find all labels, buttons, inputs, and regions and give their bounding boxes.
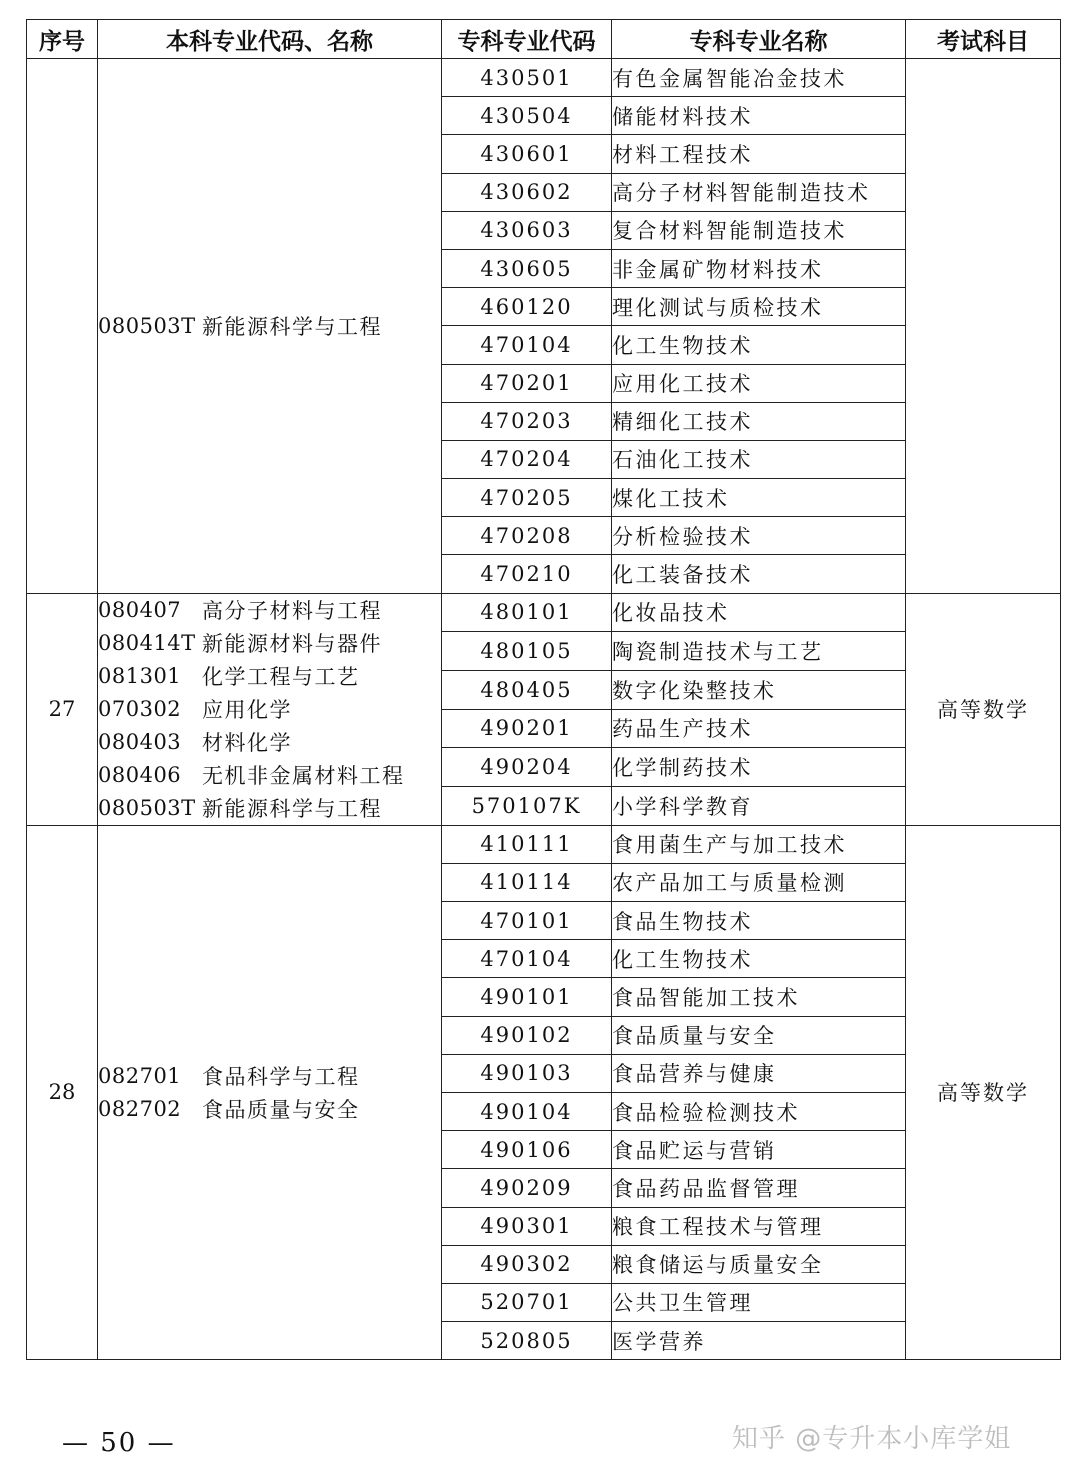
associate-major-code: 470201 — [442, 364, 612, 402]
associate-major-name: 公共卫生管理 — [612, 1283, 906, 1321]
associate-major-code: 470210 — [442, 555, 612, 593]
associate-major-name: 分析检验技术 — [612, 517, 906, 555]
bachelor-major-name: 化学工程与工艺 — [202, 665, 360, 690]
associate-major-code: 430603 — [442, 211, 612, 249]
associate-major-name: 化工装备技术 — [612, 555, 906, 593]
associate-major-name: 陶瓷制造技术与工艺 — [612, 632, 906, 671]
bachelor-major-code: 080406 — [98, 763, 182, 788]
associate-major-code: 430601 — [442, 135, 612, 173]
exam-subject-cell — [906, 59, 1061, 594]
associate-major-code: 470205 — [442, 479, 612, 517]
associate-major-name: 药品生产技术 — [612, 709, 906, 748]
seq-cell: 28 — [27, 825, 98, 1360]
table-row — [27, 59, 1061, 97]
associate-major-name: 食品药品监督管理 — [612, 1169, 906, 1207]
associate-major-code: 490102 — [442, 1016, 612, 1054]
bachelor-majors-cell — [98, 825, 442, 1360]
header-row — [27, 20, 1061, 59]
associate-major-name: 化妆品技术 — [612, 593, 906, 632]
bachelor-major-name: 食品质量与安全 — [202, 1097, 360, 1122]
associate-major-name: 材料工程技术 — [612, 135, 906, 173]
seq-cell — [27, 59, 98, 594]
associate-major-code: 490201 — [442, 709, 612, 748]
associate-major-name: 储能材料技术 — [612, 97, 906, 135]
associate-major-name: 食品营养与健康 — [612, 1054, 906, 1092]
associate-major-code: 490103 — [442, 1054, 612, 1092]
associate-major-name: 非金属矿物材料技术 — [612, 249, 906, 287]
bachelor-major — [98, 726, 441, 759]
associate-major-code: 480101 — [442, 593, 612, 632]
bachelor-majors-cell — [98, 593, 442, 825]
associate-major-name: 食用菌生产与加工技术 — [612, 825, 906, 863]
associate-major-code: 410114 — [442, 863, 612, 901]
bachelor-major-name: 新能源材料与器件 — [202, 632, 382, 657]
associate-major-name: 精细化工技术 — [612, 402, 906, 440]
associate-major-code: 410111 — [442, 825, 612, 863]
bachelor-major — [98, 1059, 441, 1092]
bachelor-major — [98, 1092, 441, 1125]
bachelor-majors-cell — [98, 59, 442, 594]
associate-major-code: 490209 — [442, 1169, 612, 1207]
associate-major-name: 粮食储运与质量安全 — [612, 1245, 906, 1283]
associate-major-name: 复合材料智能制造技术 — [612, 211, 906, 249]
associate-major-name: 食品智能加工技术 — [612, 978, 906, 1016]
associate-major-code: 430602 — [442, 173, 612, 211]
associate-major-code: 490301 — [442, 1207, 612, 1245]
bachelor-major-code: 080503T — [98, 313, 196, 338]
header-code: 专科专业代码 — [442, 20, 612, 59]
associate-major-code: 490101 — [442, 978, 612, 1016]
associate-major-code: 460120 — [442, 288, 612, 326]
associate-major-code: 480405 — [442, 670, 612, 709]
bachelor-major — [98, 627, 441, 660]
bachelor-major — [98, 759, 441, 792]
bachelor-major-code: 081301 — [98, 664, 182, 689]
associate-major-name: 粮食工程技术与管理 — [612, 1207, 906, 1245]
associate-major-code: 470203 — [442, 402, 612, 440]
associate-major-code: 470101 — [442, 902, 612, 940]
associate-major-name: 食品生物技术 — [612, 902, 906, 940]
watermark: 知乎 @专升本小库学姐 — [732, 1424, 1012, 1454]
bachelor-major-name: 新能源科学与工程 — [202, 797, 382, 822]
bachelor-major-name: 应用化学 — [202, 698, 292, 723]
seq-cell: 27 — [27, 593, 98, 825]
exam-subject-cell: 高等数学 — [906, 593, 1061, 825]
associate-major-code: 430504 — [442, 97, 612, 135]
bachelor-major-name: 食品科学与工程 — [202, 1064, 360, 1089]
bachelor-major — [98, 594, 441, 627]
associate-major-code: 490302 — [442, 1245, 612, 1283]
header-exam: 考试科目 — [906, 20, 1061, 59]
associate-major-code: 480105 — [442, 632, 612, 671]
associate-major-code: 470208 — [442, 517, 612, 555]
associate-major-name: 石油化工技术 — [612, 440, 906, 478]
bachelor-major — [98, 660, 441, 693]
associate-major-code: 430501 — [442, 59, 612, 97]
associate-major-name: 有色金属智能冶金技术 — [612, 59, 906, 97]
associate-major-name: 食品检验检测技术 — [612, 1092, 906, 1130]
bachelor-major-name: 无机非金属材料工程 — [202, 764, 405, 789]
table-row — [27, 593, 1061, 632]
associate-major-name: 理化测试与质检技术 — [612, 288, 906, 326]
bachelor-major-name: 高分子材料与工程 — [202, 599, 382, 624]
associate-major-code: 490204 — [442, 748, 612, 787]
header-name: 专科专业名称 — [612, 20, 906, 59]
bachelor-major-code: 080414T — [98, 631, 196, 656]
associate-major-name: 数字化染整技术 — [612, 670, 906, 709]
associate-major-name: 小学科学教育 — [612, 786, 906, 825]
associate-major-code: 520805 — [442, 1322, 612, 1360]
associate-major-code: 470104 — [442, 326, 612, 364]
bachelor-major-name: 材料化学 — [202, 731, 292, 756]
associate-major-code: 470204 — [442, 440, 612, 478]
table-row — [27, 825, 1061, 863]
bachelor-major-code: 080503T — [98, 796, 196, 821]
associate-major-name: 化工生物技术 — [612, 326, 906, 364]
associate-major-name: 应用化工技术 — [612, 364, 906, 402]
bachelor-major-code: 070302 — [98, 697, 182, 722]
associate-major-name: 化学制药技术 — [612, 748, 906, 787]
associate-major-name: 农产品加工与质量检测 — [612, 863, 906, 901]
page-number: — 50 — — [62, 1428, 176, 1458]
header-seq: 序号 — [27, 20, 98, 59]
associate-major-name: 高分子材料智能制造技术 — [612, 173, 906, 211]
associate-major-name: 煤化工技术 — [612, 479, 906, 517]
associate-major-code: 570107K — [442, 786, 612, 825]
bachelor-major-name: 新能源科学与工程 — [202, 314, 382, 339]
header-bachelor: 本科专业代码、名称 — [98, 20, 442, 59]
associate-major-code: 490106 — [442, 1131, 612, 1169]
bachelor-major-code: 082702 — [98, 1096, 182, 1121]
associate-major-code: 470104 — [442, 940, 612, 978]
bachelor-major-code: 082701 — [98, 1063, 182, 1088]
table-body — [27, 59, 1061, 1360]
associate-major-name: 化工生物技术 — [612, 940, 906, 978]
associate-major-name: 食品贮运与营销 — [612, 1131, 906, 1169]
bachelor-major — [98, 792, 441, 825]
associate-major-code: 520701 — [442, 1283, 612, 1321]
bachelor-major-code: 080403 — [98, 730, 182, 755]
associate-major-code: 430605 — [442, 249, 612, 287]
major-table — [26, 19, 1061, 1360]
bachelor-major-code: 080407 — [98, 598, 182, 623]
bachelor-major — [98, 309, 441, 342]
associate-major-name: 医学营养 — [612, 1322, 906, 1360]
associate-major-code: 490104 — [442, 1092, 612, 1130]
associate-major-name: 食品质量与安全 — [612, 1016, 906, 1054]
bachelor-major — [98, 693, 441, 726]
exam-subject-cell: 高等数学 — [906, 825, 1061, 1360]
